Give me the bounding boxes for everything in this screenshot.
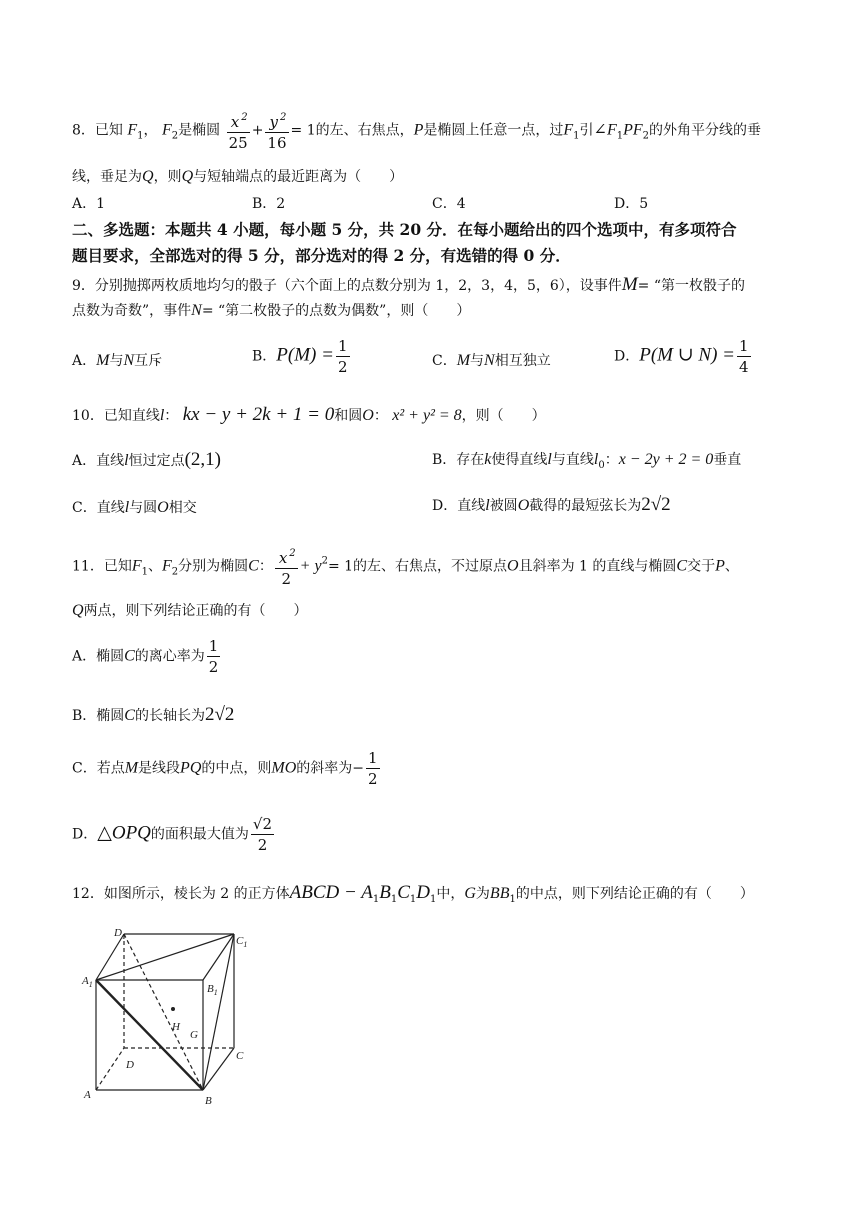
section-heading-line1: 二、多选题：本题共 4 小题，每小题 5 分，共 20 分．在每小题给出的四个选项中，有多项符合 [72,220,737,239]
q8-option-d[interactable]: D．5 [614,196,649,212]
q8-option-b[interactable]: B．2 [252,196,286,212]
q11-option-a[interactable]: A．椭圆C的离心率为 $\frac{1}{2}$ [72,637,219,676]
q8-line2: 线，垂足为Q，则Q与短轴端点的最近距离为（ ） [72,168,404,185]
q11-line2: Q两点，则下列结论正确的有（ ） [72,602,308,619]
label-d1: $D_1$ [114,927,126,941]
q8-option-a[interactable]: A．1 [72,196,106,212]
label-a1: $A_1$ [82,975,93,989]
q10-option-a[interactable]: A．直线l恒过定点(2,1) [72,449,221,470]
section-heading-line2: 题目要求，全部选对的得 5 分，部分选对的得 2 分，有选错的得 0 分． [72,246,571,265]
q9-option-d[interactable]: D．P(M ∪ N) = $\frac{1}{4}$ [614,337,749,376]
q10-option-c[interactable]: C．直线l与圆O相交 [72,499,197,516]
q12-stem: 12．如图所示，棱长为 2 的正方体ABCD − $A_1B_1C_1D_1$中，G为$BB_1$的中点，则下列结论正确的有（ ） [72,882,754,905]
q9-option-b[interactable]: B．P(M) = $\frac{1}{2}$ [252,337,348,376]
frac-y2-16: $\frac{y ^2}{16}$ [265,108,288,153]
q8-line1: 8．已知 $F_1$， $F_2$是椭圆 $\frac{x ^2}{25}$ + $\frac{y ^2}{16}$ = 1的左、右焦点，P是椭圆上任意一点，过$F_1$引$\angle F_1PF_2$的外角平分线的垂 [72,108,761,153]
frac-x2-25: $\frac{x ^2}{25}$ [227,108,250,153]
label-b1: $B_1$ [207,983,218,997]
label-c: C [236,1050,244,1062]
q10-stem: 10．已知直线l： kx − y + 2k + 1 = 0和圆O： x² + y² = 8，则（ ） [72,404,546,425]
q11-line1: 11．已知$F_1$、$F_2$分别为椭圆C： $\frac{x ^2}{2}$ + $y^2= 1$的左、右焦点，不过原点O且斜率为 1 的直线与椭圆C交于P、 [72,544,739,589]
q9-option-a[interactable]: A．M与N互斥 [72,352,163,369]
q8-option-c[interactable]: C．4 [432,196,466,212]
q11-option-b[interactable]: B．椭圆C的长轴长为2√2 [72,704,235,725]
q11-option-d[interactable]: D．△OPQ的面积最大值为 $\frac{√2}{2}$ [72,815,273,854]
label-b: B [205,1095,212,1107]
cube-figure [76,922,266,1112]
q9-line2: 点数为奇数”，事件N= “第二枚骰子的点数为偶数”，则（ ） [72,302,471,319]
q9-option-c[interactable]: C．M与N相互独立 [432,352,551,369]
label-d: D [126,1059,134,1071]
q9-line1: 9．分别抛掷两枚质地均匀的骰子（六个面上的点数分别为 1，2，3，4，5，6），设事件M= “第一枚骰子的 [72,274,745,295]
q10-option-b[interactable]: B．存在k使得直线l与直线$l_0$：x − 2y + 2 = 0垂直 [432,451,742,471]
label-h: H [172,1021,180,1033]
label-a: A [84,1089,91,1101]
label-g: G [190,1029,198,1041]
label-c1: $C_1$ [236,935,248,949]
q10-option-d[interactable]: D．直线l被圆O截得的最短弦长为2√2 [432,494,671,515]
q11-option-c[interactable]: C．若点M是线段PQ的中点，则MO的斜率为− $\frac{1}{2}$ [72,749,378,788]
